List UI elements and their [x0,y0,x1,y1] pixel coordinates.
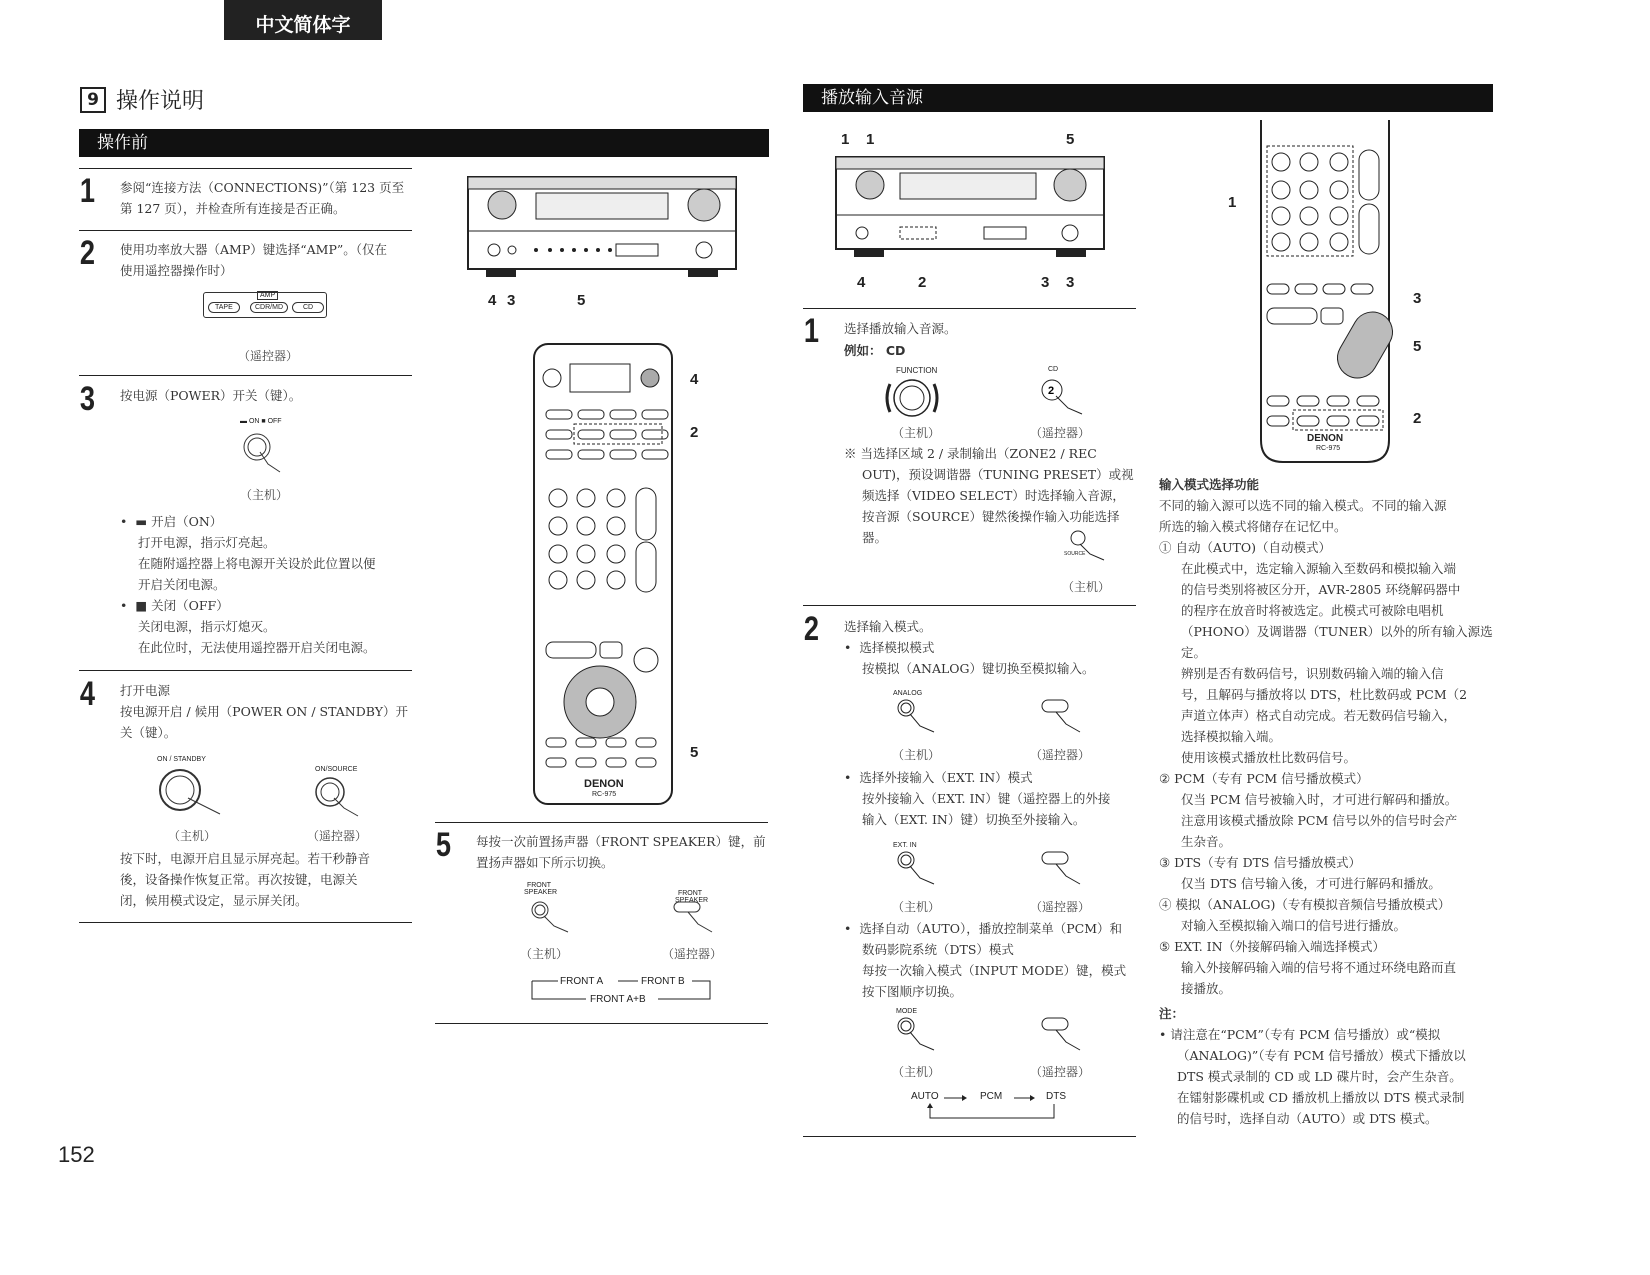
example-label: 例如： CD [844,343,906,358]
caption: （遥控器） [662,947,723,961]
power-button-icon [240,430,290,475]
divider [435,822,768,823]
caption: （主机） [520,947,569,961]
divider [79,168,412,169]
flow-item: PCM [980,1091,1003,1102]
input-mode-title: 输入模式选择功能 [1159,477,1260,492]
callout-number: 3 [1041,274,1050,291]
step-number: 4 [79,675,96,713]
svg-text:2: 2 [1048,385,1055,397]
caption: （主机） [1062,580,1111,594]
source-button-icon [1066,528,1111,568]
caption: （主机） [892,748,941,762]
remote-control-illustration [528,342,678,807]
receiver-front-panel-illustration [834,155,1106,260]
remote-brand: DENON [584,778,624,790]
flow-item: FRONT B [641,976,685,987]
callout-number: 5 [577,292,586,309]
mode-button-icon [894,1016,939,1058]
cd-button[interactable]: CD [292,302,324,313]
divider [803,605,1136,606]
on-source-button-icon [314,776,369,821]
caption: （主机） [892,900,941,914]
remote-brand: DENON [1307,433,1344,444]
mode-item: • 选择自动（AUTO），播放控制菜单（PCM）和 数码影院系统（DTS）模式 每按一次输入模式（INPUT MODE）键，模式 按下图顺序切换。 [844,921,1127,999]
step-1-note: ※ 当选择区域 2 / 录制输出（ZONE2 / REC OUT)，预设调谐器（TUNING PRESET）或视 频选择（VIDEO SELECT）时选择输入音源， 按音源（SOURCE）键然後操作输入功能选择 器。 [844,446,1134,545]
callout-number: 5 [1066,131,1075,148]
receiver-front-panel-illustration [466,175,738,280]
caption: （主机） [240,488,289,502]
flow-item: FRONT A [560,976,604,987]
step-text: 选择输入模式。 [844,619,932,634]
remote-model: RC-975 [592,791,617,798]
step-4-after: 按下时，电源开启且显示屏亮起。若干秒静音 後，设备操作恢复正常。再次按键，电源关 闭，候用模式设定，显示屏关闭。 [120,851,371,908]
caption: （遥控器） [238,349,299,363]
callout-number: 3 [1413,290,1422,307]
ext-in-item: • 选择外接输入（EXT. IN）模式 按外接输入（EXT. IN）键（遥控器上的外接 输入（EXT. IN）键）切换至外接输入。 [844,770,1111,827]
caption: （主机） [892,426,941,440]
step-number: 1 [803,312,820,350]
cdr-md-button[interactable]: CDR/MD [250,302,288,313]
section-number: 9 [80,87,106,113]
analog-item: • 选择模拟模式 按模拟（ANALOG）键切换至模拟输入。 [844,640,1095,676]
section-title: 操作说明 [116,89,205,114]
step-text: 选择播放输入音源。 [844,321,957,336]
step-4-text: 打开电源 按电源开启 / 候用（POWER ON / STANDBY）开 关（键）。 [120,683,408,740]
step-3-text: 按电源（POWER）开关（键）。 [120,388,302,403]
language-tab: 中文简体字 [224,0,382,40]
page-number: 152 [58,1142,95,1167]
flow-item: AUTO [911,1091,939,1102]
divider [803,1136,1136,1137]
step-number: 5 [435,826,452,864]
on-standby-label: ON / STANDBY [157,756,206,763]
callout-number: 3 [507,292,516,309]
callout-number: 1 [866,131,875,148]
step-number: 1 [79,172,96,210]
step-1-text: 参阅“连接方法（CONNECTIONS)”（第 123 页至 第 127 页），并检查所有连接是否正确。 [120,180,405,216]
amp-label: AMP [257,291,278,300]
divider [79,375,412,376]
right-section-bar: 播放输入音源 [803,84,1493,112]
callout-number: 1 [841,131,850,148]
remote-control-closeup-illustration [1255,120,1395,465]
tape-button[interactable]: TAPE [208,302,240,313]
power-bullets: • ▬ 开启（ON） 打开电源，指示灯亮起。 在随附遥控器上将电源开关设於此位置以便 开启关闭电源。 • ■ 关闭（OFF） 关闭电源，指示灯熄灭。 在此位时，无法使用遥控器开启关闭电源。 [120,514,376,655]
left-section-bar: 操作前 [79,129,769,157]
remote-model: RC-975 [1316,445,1341,452]
step-number: 2 [79,234,96,272]
function-label: FUNCTION [896,366,938,375]
callout-number: 3 [1066,274,1075,291]
analog-label: ANALOG [893,690,923,697]
step-number: 2 [803,610,820,648]
section-heading [80,84,204,115]
step-5-text: 每按一次前置扬声器（FRONT SPEAKER）键，前 置扬声器如下所示切换。 [476,834,766,870]
divider [79,670,412,671]
caption: （遥控器） [307,829,368,843]
divider [79,922,412,923]
remote-button-panel [203,292,327,318]
front-speaker-button-icon [528,900,573,940]
flow-item: DTS [1046,1091,1066,1102]
step-number: 3 [79,380,96,418]
caption: （主机） [892,1065,941,1079]
cd-remote-button-icon [1040,376,1090,421]
analog-button-icon [894,698,939,740]
input-mode-body: 不同的输入源可以选不同的输入模式。不同的输入源 所选的输入模式将储存在记忆中。 ① 自动（AUTO)（自动模式） 在此模式中，选定输入源输入至数码和模拟输入端 的信号类别将被区分开，AVR-2805 环绕解码器中 的程序在放音时将被选定。此模式可被除电唱机 （PHONO）及调谐器（TUNER）以外的所有输入源选 定。 辨别是否有数码信号，识别数码输入端的输入信 号，且解码与播放将以 DTS，杜比数码或 PCM（2 声道立体声）格式自动完成。若无数码信号输入， 选择模拟输入端。 使用该模式播放杜比数码信号。 ② PCM（专有 PCM 信号播放模式） 仅当 PCM 信号被输入时，才可进行解码和播放。 注意用该模式播放除 PCM 信号以外的信号时会产 生杂音。 ③ DTS（专有 DTS 信号播放模式） 仅当 DTS 信号输入後，才可进行解码和播放。 ④ 模拟（ANALOG)（专有模拟音频信号播放模式） 对输入至模拟输入端口的信号进行播放。 ⑤ EXT. IN（外接解码输入端选择模式） 输入外接解码输入端的信号将不通过环绕电路而直 接播放。 注： • 请注意在“PCM”（专有 PCM 信号播放）或“模拟 （ANALOG)”（专有 PCM 信号播放）模式下播放以 DTS 模式录制的 CD 或 LD 碟片时，会产生杂音。 在镭射影碟机或 CD 播放机上播放以 DTS 模式录制 的信号时，选择自动（AUTO）或 DTS 模式。 [1159,498,1493,1126]
callout-number: 2 [690,424,699,441]
caption: （主机） [168,829,217,843]
callout-number: 5 [1413,338,1422,355]
callout-number: 4 [488,292,497,309]
caption: （遥控器） [1030,426,1091,440]
caption: （遥控器） [1030,1065,1091,1079]
divider [435,1023,768,1024]
ext-in-remote-button-icon [1040,850,1090,892]
mode-label: MODE [896,1008,917,1015]
divider [803,308,1136,309]
flow-item: FRONT A+B [590,994,646,1005]
callout-number: 1 [1228,194,1237,211]
switch-label: ▬ ON ■ OFF [240,418,282,425]
step-2-text: 使用功率放大器（AMP）键选择“AMP”。（仅在 使用遥控器操作时） [120,242,388,278]
callout-number: 5 [690,744,699,761]
front-speaker-remote-label: FRONT SPEAKER [675,890,709,904]
callout-number: 4 [857,274,866,291]
mode-remote-button-icon [1040,1016,1090,1058]
source-label: SOURCE [1064,551,1086,557]
callout-number: 4 [690,371,699,388]
on-standby-button-icon [158,768,228,818]
divider [79,230,412,231]
analog-remote-button-icon [1040,698,1090,740]
ext-in-label: EXT. IN [893,842,917,849]
caption: （遥控器） [1030,748,1091,762]
front-speaker-remote-button-icon [672,900,717,940]
ext-in-button-icon [894,850,939,892]
caption: （遥控器） [1030,900,1091,914]
on-source-label: ON/SOURCE [315,766,358,773]
callout-number: 2 [918,274,927,291]
function-knob-icon [884,376,944,421]
callout-number: 2 [1413,410,1422,427]
front-speaker-label: FRONT SPEAKER [524,882,558,896]
cd-label: CD [1048,366,1059,373]
